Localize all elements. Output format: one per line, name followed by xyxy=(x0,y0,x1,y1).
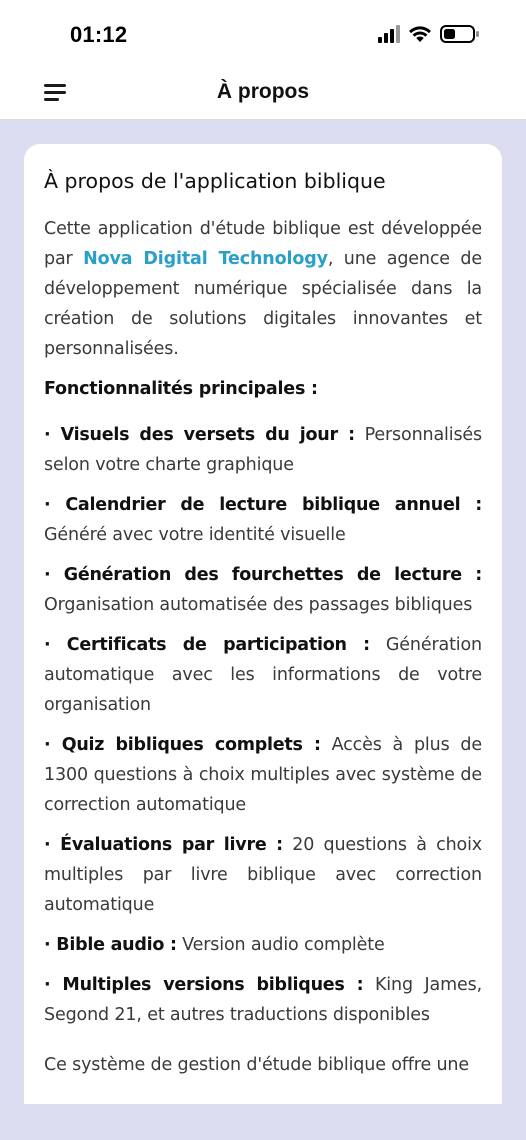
feature-item xyxy=(44,830,482,920)
feature-item xyxy=(44,930,482,960)
intro-paragraph xyxy=(44,214,482,364)
feature-text: Organisation automatisée des passages bibliques xyxy=(44,595,473,615)
status-time: 01:12 xyxy=(70,22,128,47)
feature-label: · Évaluations par livre : xyxy=(44,835,283,855)
feature-item xyxy=(44,730,482,820)
feature-item xyxy=(44,420,482,480)
feature-text: Génération automatique avec les informations de votre organisation xyxy=(44,635,482,715)
feature-label: · Certificats de participation : xyxy=(44,635,370,655)
feature-label: · Bible audio : xyxy=(44,935,177,955)
feature-label: · Multiples versions bibliques : xyxy=(44,975,364,995)
intro-text-before: Cette application d'étude biblique est développée par xyxy=(44,219,482,269)
status-icons xyxy=(378,24,480,44)
feature-text: Généré avec votre identité visuelle xyxy=(44,525,346,545)
page-title: À propos xyxy=(216,80,310,103)
feature-item xyxy=(44,630,482,720)
feature-text: Accès à plus de 1300 questions à choix multiples avec système de correction automatique xyxy=(44,735,482,815)
closing-paragraph: Ce système de gestion d'étude biblique offre une xyxy=(44,1055,469,1075)
feature-label: · Visuels des versets du jour : xyxy=(44,425,355,445)
intro-text-after: , une agence de développement numérique spécialisée dans la création de solutions digitales innovantes et personnalisées. xyxy=(44,249,482,359)
feature-item xyxy=(44,970,482,1030)
feature-label: · Génération des fourchettes de lecture : xyxy=(44,565,482,585)
feature-label: · Quiz bibliques complets : xyxy=(44,735,321,755)
feature-item xyxy=(44,560,482,620)
signal-icon xyxy=(378,25,400,43)
feature-text: King James, Segond 21, et autres traductions disponibles xyxy=(44,975,482,1025)
app-header xyxy=(0,64,526,120)
wifi-icon xyxy=(408,25,432,43)
status-bar xyxy=(0,0,526,64)
feature-text: Version audio complète xyxy=(176,935,385,955)
feature-text: Personnalisés selon votre charte graphique xyxy=(44,425,483,475)
card-title: À propos de l'application biblique xyxy=(44,169,386,193)
features-heading: Fonctionnalités principales : xyxy=(44,379,318,399)
battery-icon xyxy=(440,24,480,44)
feature-list xyxy=(44,420,482,1030)
about-card xyxy=(24,144,502,1104)
feature-text: 20 questions à choix multiples par livre biblique avec correction automatique xyxy=(44,835,482,915)
feature-item xyxy=(44,490,482,550)
feature-label: · Calendrier de lecture biblique annuel : xyxy=(44,495,482,515)
company-link[interactable]: Nova Digital Technology xyxy=(83,249,328,269)
